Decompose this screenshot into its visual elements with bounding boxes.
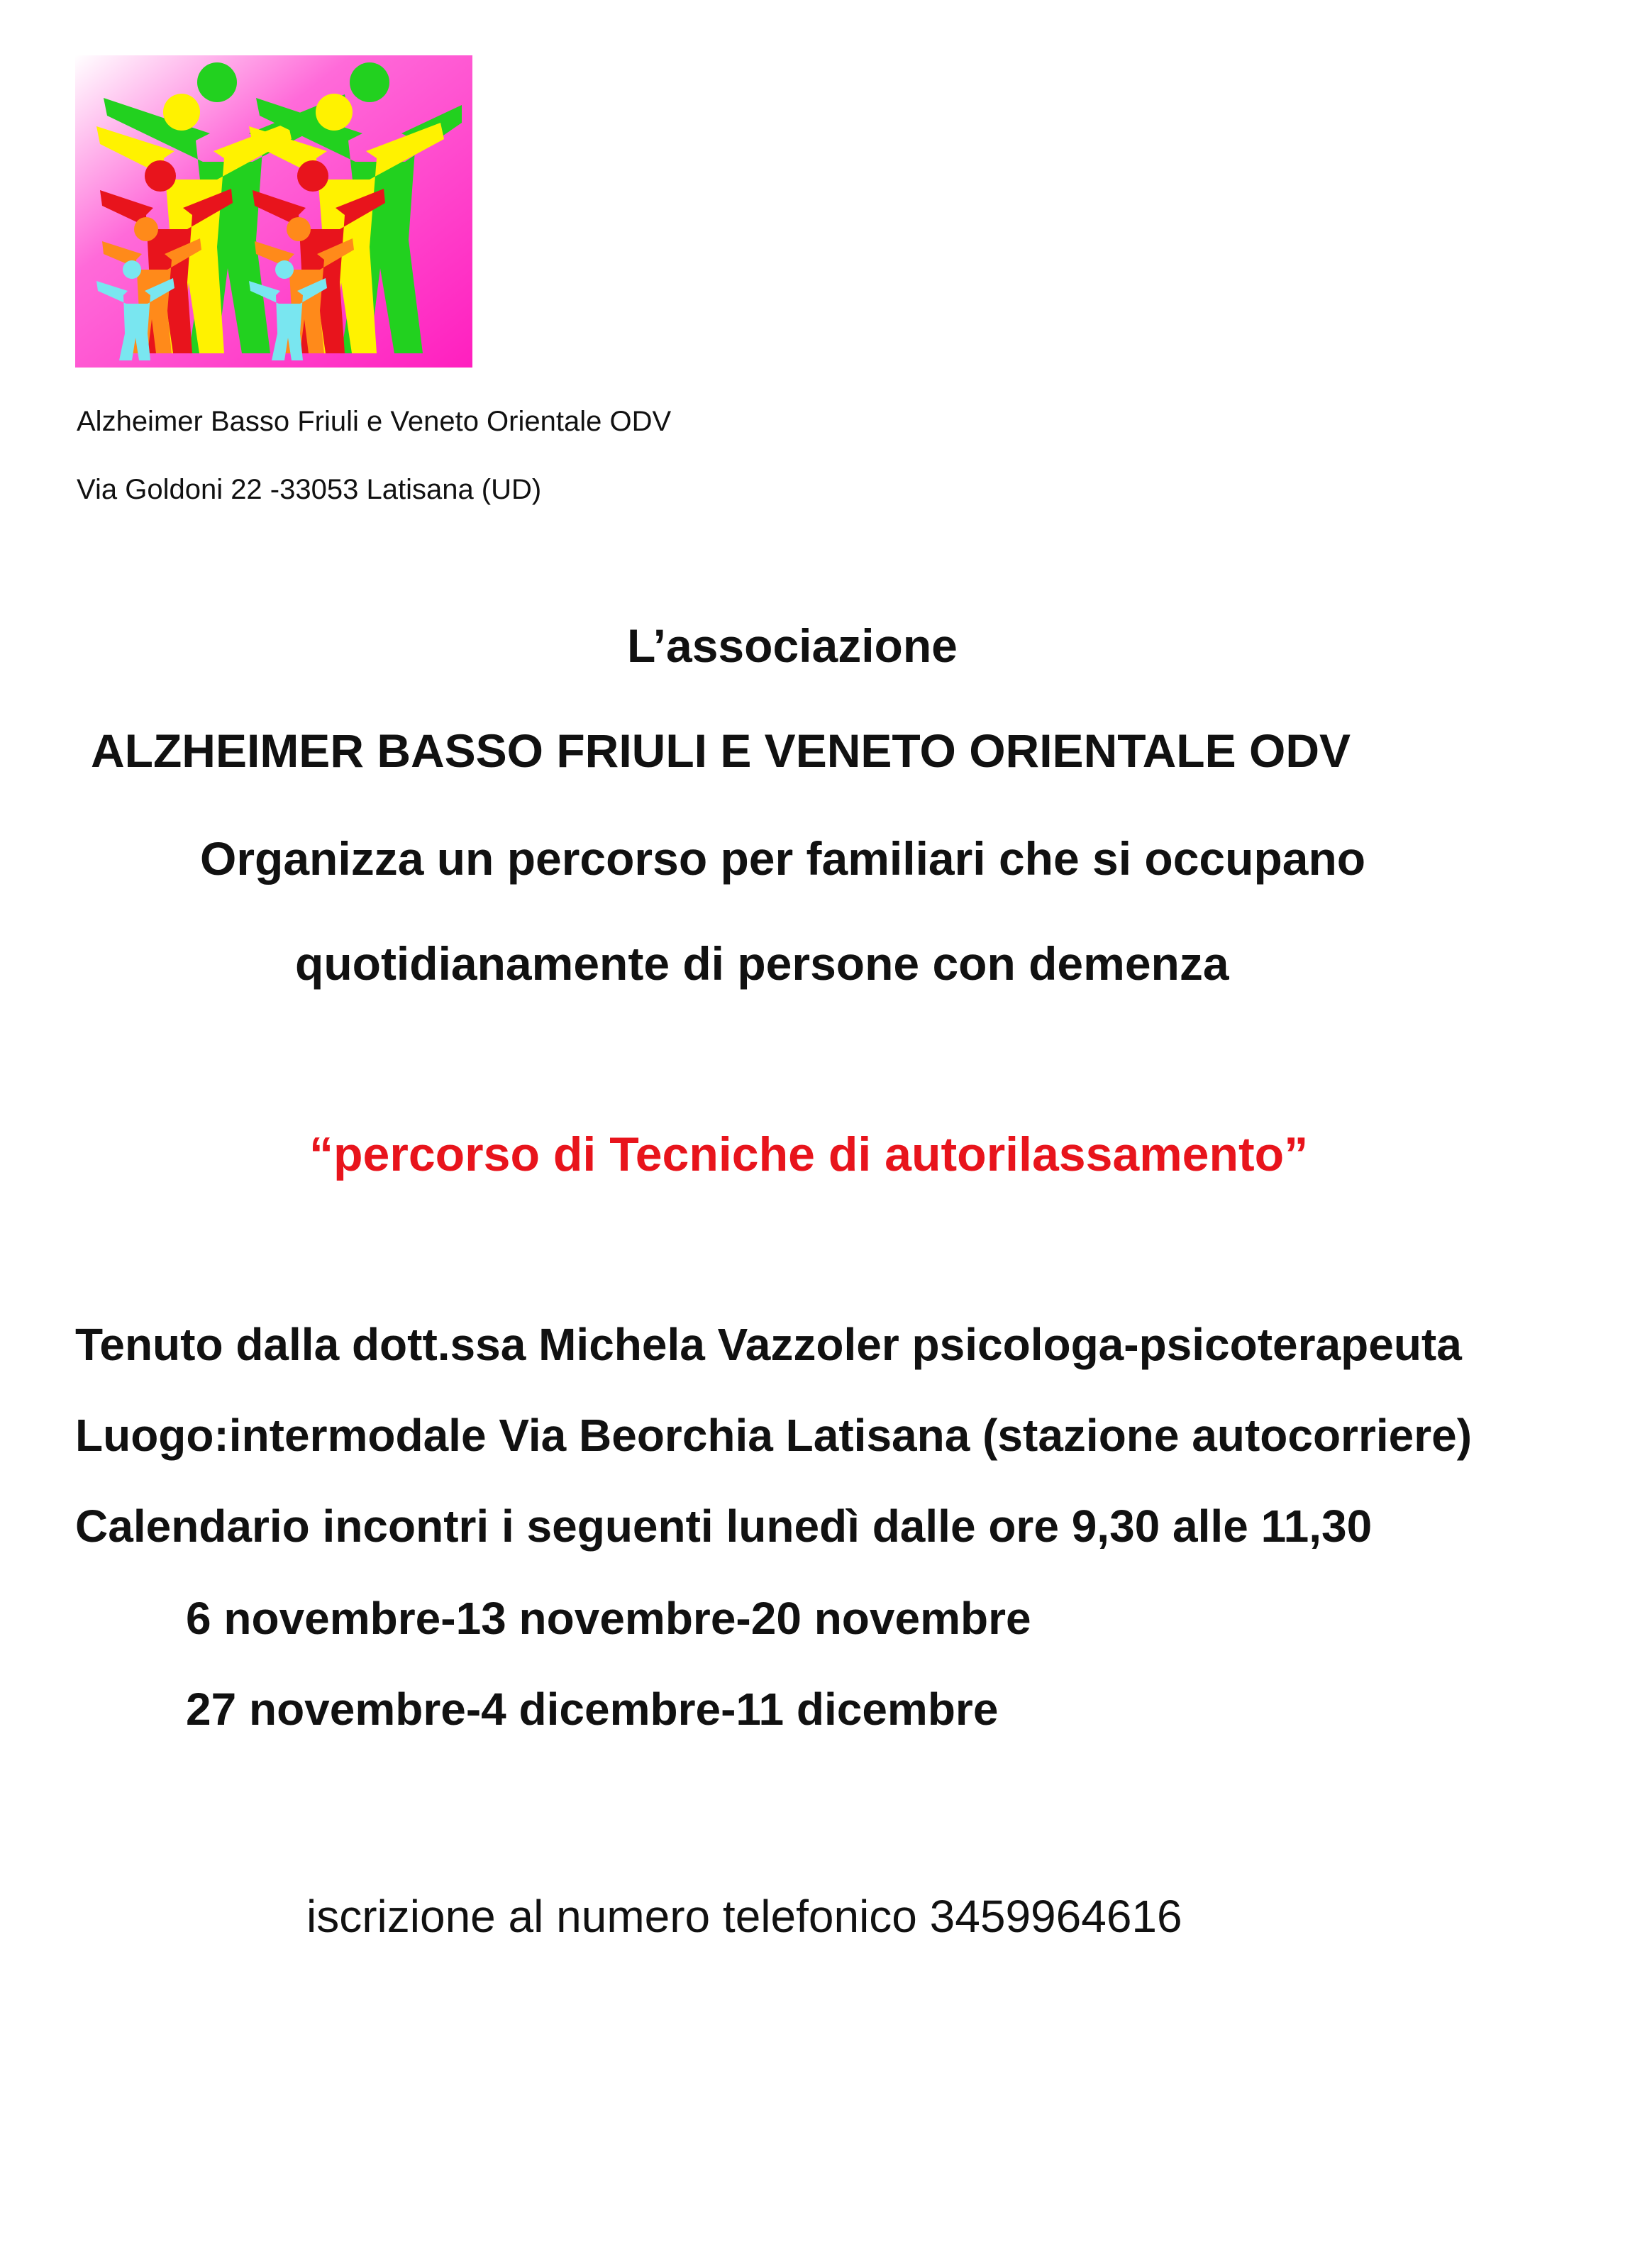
held-by-line: Tenuto dalla dott.ssa Michela Vazzoler psicologa-psicoterapeuta — [75, 1319, 1462, 1370]
association-name-heading: ALZHEIMER BASSO FRIULI E VENETO ORIENTALE ODV — [91, 724, 1351, 777]
dates-line-2: 27 novembre-4 dicembre-11 dicembre — [186, 1684, 999, 1735]
organization-name: Alzheimer Basso Friuli e Veneto Orientale ODV — [77, 406, 672, 437]
organizes-line-1: Organizza un percorso per familiari che si occupano — [200, 832, 1366, 885]
organization-address: Via Goldoni 22 -33053 Latisana (UD) — [77, 474, 542, 505]
dates-line-1: 6 novembre-13 novembre-20 novembre — [186, 1593, 1031, 1644]
calendar-line: Calendario incontri i seguenti lunedì dalle ore 9,30 alle 11,30 — [75, 1501, 1373, 1552]
people-figures-logo-icon — [75, 55, 472, 368]
signup-phone-line: iscrizione al numero telefonico 3459964616 — [306, 1891, 1182, 1942]
organizes-line-2: quotidianamente di persone con demenza — [295, 937, 1229, 990]
course-title: “percorso di Tecniche di autorilassamento” — [309, 1127, 1309, 1181]
place-line: Luogo:intermodale Via Beorchia Latisana (stazione autocorriere) — [75, 1410, 1473, 1461]
intro-heading: L’associazione — [627, 619, 958, 672]
association-logo — [75, 55, 472, 368]
